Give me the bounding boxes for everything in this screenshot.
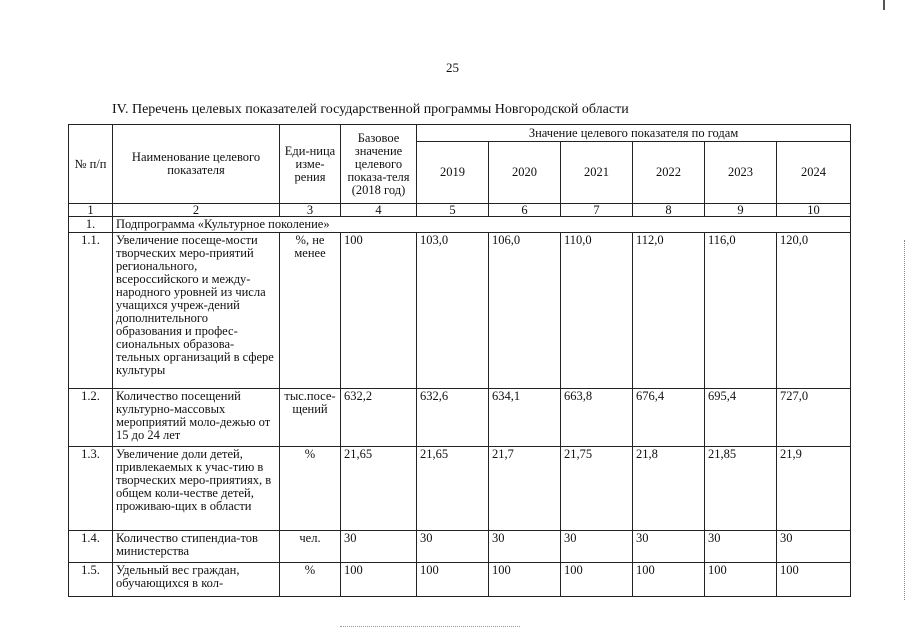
indicator-name: Увеличение доли детей, привлекаемых к учас-тию в творческих меро-приятиях, в общем коли-честве детей, проживаю-щих в области <box>113 447 280 531</box>
column-index: 7 <box>561 204 633 217</box>
column-index: 9 <box>705 204 777 217</box>
table-row <box>69 389 851 447</box>
section-row <box>69 217 851 233</box>
year-value: 30 <box>633 531 705 563</box>
table-row <box>69 531 851 563</box>
table-row <box>69 563 851 597</box>
year-value: 695,4 <box>705 389 777 447</box>
indicator-unit: %, не менее <box>280 233 341 389</box>
year-value: 103,0 <box>417 233 489 389</box>
year-value: 21,7 <box>489 447 561 531</box>
column-index: 8 <box>633 204 705 217</box>
base-value: 30 <box>341 531 417 563</box>
year-value: 30 <box>489 531 561 563</box>
scan-footer-mark <box>340 626 520 627</box>
base-value: 632,2 <box>341 389 417 447</box>
year-value: 21,9 <box>777 447 851 531</box>
table-row <box>69 447 851 531</box>
page-number: 25 <box>446 60 459 75</box>
column-index: 10 <box>777 204 851 217</box>
indicator-unit: % <box>280 447 341 531</box>
year-value: 632,6 <box>417 389 489 447</box>
header-year: 2019 <box>417 142 489 204</box>
row-num: 1.5. <box>69 563 113 597</box>
year-value: 21,65 <box>417 447 489 531</box>
year-value: 634,1 <box>489 389 561 447</box>
row-num: 1.2. <box>69 389 113 447</box>
header-year: 2023 <box>705 142 777 204</box>
header-years-group: Значение целевого показателя по годам <box>417 125 851 142</box>
header-year: 2020 <box>489 142 561 204</box>
column-index: 3 <box>280 204 341 217</box>
indicator-name: Количество стипендиа-тов министерства <box>113 531 280 563</box>
year-value: 100 <box>561 563 633 597</box>
base-value: 21,65 <box>341 447 417 531</box>
year-value: 100 <box>705 563 777 597</box>
row-num: 1.1. <box>69 233 113 389</box>
column-index: 2 <box>113 204 280 217</box>
header-unit: Еди-ница изме-рения <box>280 125 341 204</box>
row-num: 1.4. <box>69 531 113 563</box>
indicator-name: Увеличение посеще-мости творческих меро-приятий регионального, всероссийского и между-народного уровней из числа учащихся учреж-дений дополнительного образования и профес-сиональных образова-тельных организаций в сфере культуры <box>113 233 280 389</box>
header-year: 2024 <box>777 142 851 204</box>
year-value: 30 <box>777 531 851 563</box>
year-value: 30 <box>705 531 777 563</box>
year-value: 120,0 <box>777 233 851 389</box>
indicator-unit: % <box>280 563 341 597</box>
year-value: 676,4 <box>633 389 705 447</box>
column-index: 1 <box>69 204 113 217</box>
header-year: 2022 <box>633 142 705 204</box>
column-index: 5 <box>417 204 489 217</box>
column-index-row <box>69 204 851 217</box>
indicator-unit: чел. <box>280 531 341 563</box>
header-num: № п/п <box>69 125 113 204</box>
year-value: 100 <box>489 563 561 597</box>
section-title: Подпрограмма «Культурное поколение» <box>113 217 851 233</box>
header-year: 2021 <box>561 142 633 204</box>
row-num: 1.3. <box>69 447 113 531</box>
indicator-unit: тыс.посе-щений <box>280 389 341 447</box>
column-index: 4 <box>341 204 417 217</box>
indicator-table <box>68 124 851 597</box>
year-value: 21,85 <box>705 447 777 531</box>
year-value: 110,0 <box>561 233 633 389</box>
year-value: 112,0 <box>633 233 705 389</box>
header-name: Наименование целевого показателя <box>113 125 280 204</box>
indicator-name: Удельный вес граждан, обучающихся в кол- <box>113 563 280 597</box>
year-value: 116,0 <box>705 233 777 389</box>
year-value: 663,8 <box>561 389 633 447</box>
header-base: Базовое значение целевого показа-теля (2018 год) <box>341 125 417 204</box>
year-value: 100 <box>633 563 705 597</box>
year-value: 30 <box>417 531 489 563</box>
indicator-table-container <box>68 124 850 597</box>
base-value: 100 <box>341 233 417 389</box>
column-index: 6 <box>489 204 561 217</box>
year-value: 727,0 <box>777 389 851 447</box>
year-value: 100 <box>777 563 851 597</box>
year-value: 21,75 <box>561 447 633 531</box>
corner-mark <box>883 0 899 10</box>
header-row-1 <box>69 125 851 142</box>
base-value: 100 <box>341 563 417 597</box>
year-value: 21,8 <box>633 447 705 531</box>
year-value: 100 <box>417 563 489 597</box>
year-value: 106,0 <box>489 233 561 389</box>
year-value: 30 <box>561 531 633 563</box>
scan-edge <box>898 240 905 600</box>
table-row <box>69 233 851 389</box>
section-heading: IV. Перечень целевых показателей государственной программы Новгородской области <box>112 102 629 117</box>
indicator-name: Количество посещений культурно-массовых мероприятий моло-дежью от 15 до 24 лет <box>113 389 280 447</box>
section-num: 1. <box>69 217 113 233</box>
